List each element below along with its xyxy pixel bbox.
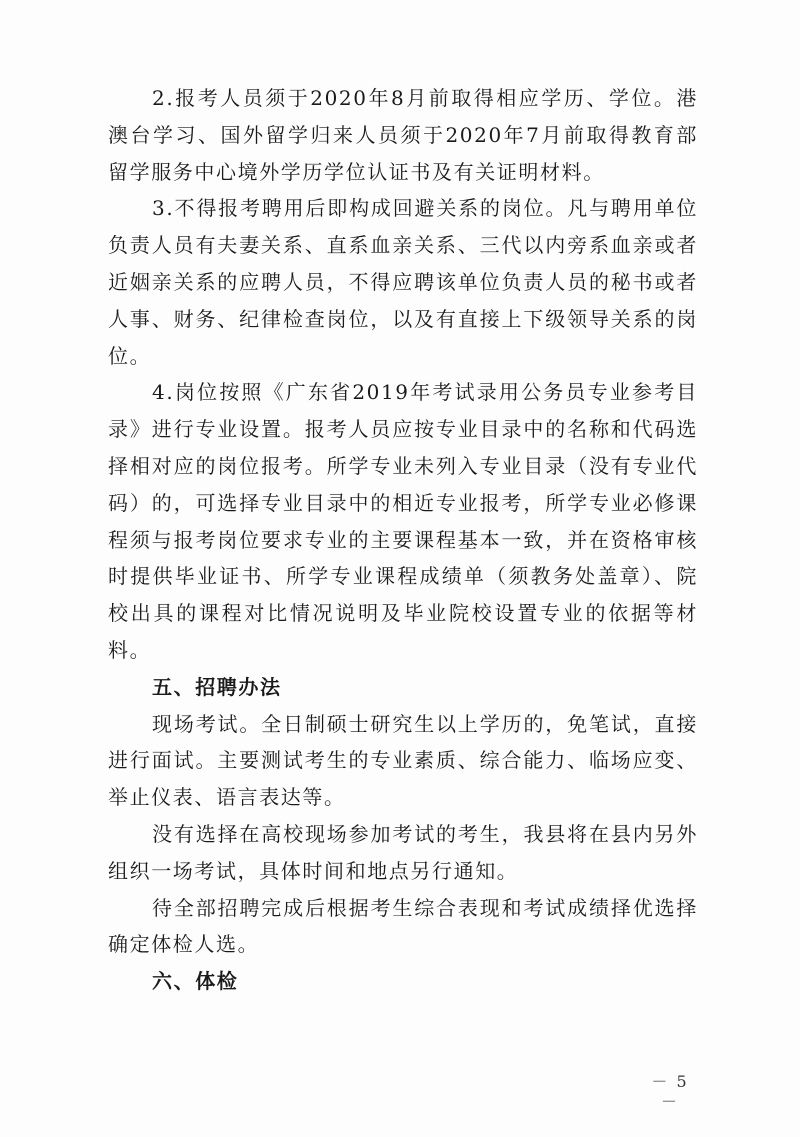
paragraph-requirement-4: 4.岗位按照《广东省2019年考试录用公务员专业参考目录》进行专业设置。报考人员应按专业目录中的名称和代码选择相对应的岗位报考。所学专业未列入专业目录（没有专业代码）的，可选择专业目录中的相近专业报考，所学专业必修课程须与报考岗位要求专业的主要课程基本一致，并在资格审核时提供毕业证书、所学专业课程成绩单（须教务处盖章）、院校出具的课程对比情况说明及毕业院校设置专业的依据等材料。: [108, 380, 698, 662]
paragraph-onsite-exam: 现场考试。全日制硕士研究生以上学历的，免笔试，直接进行面试。主要测试考生的专业素质、综合能力、临场应变、举止仪表、语言表达等。: [108, 711, 698, 810]
paragraph-requirement-2: 2.报考人员须于2020年8月前取得相应学历、学位。港澳台学习、国外留学归来人员须于2020年7月前取得教育部留学服务中心境外学历学位认证书及有关证明材料。: [108, 86, 698, 184]
paragraph-requirement-3: 3.不得报考聘用后即构成回避关系的岗位。凡与聘用单位负责人员有夫妻关系、直系血亲关系、三代以内旁系血亲或者近姻亲关系的应聘人员，不得应聘该单位负责人员的秘书或者人事、财务、纪律检查岗位，以及有直接上下级领导关系的岗位。: [108, 196, 698, 368]
paragraph-selection: 待全部招聘完成后根据考生综合表现和考试成绩择优选择确定体检人选。: [108, 895, 698, 957]
paragraph-other-exam: 没有选择在高校现场参加考试的考生，我县将在县内另外组织一场考试，具体时间和地点另行通知。: [108, 821, 698, 883]
section-heading-physical-exam: 六、体检: [152, 969, 239, 994]
section-heading-recruitment-method: 五、招聘办法: [152, 674, 282, 699]
page-number: － 5 －: [651, 1072, 689, 1111]
document-body: [108, 80, 698, 1000]
